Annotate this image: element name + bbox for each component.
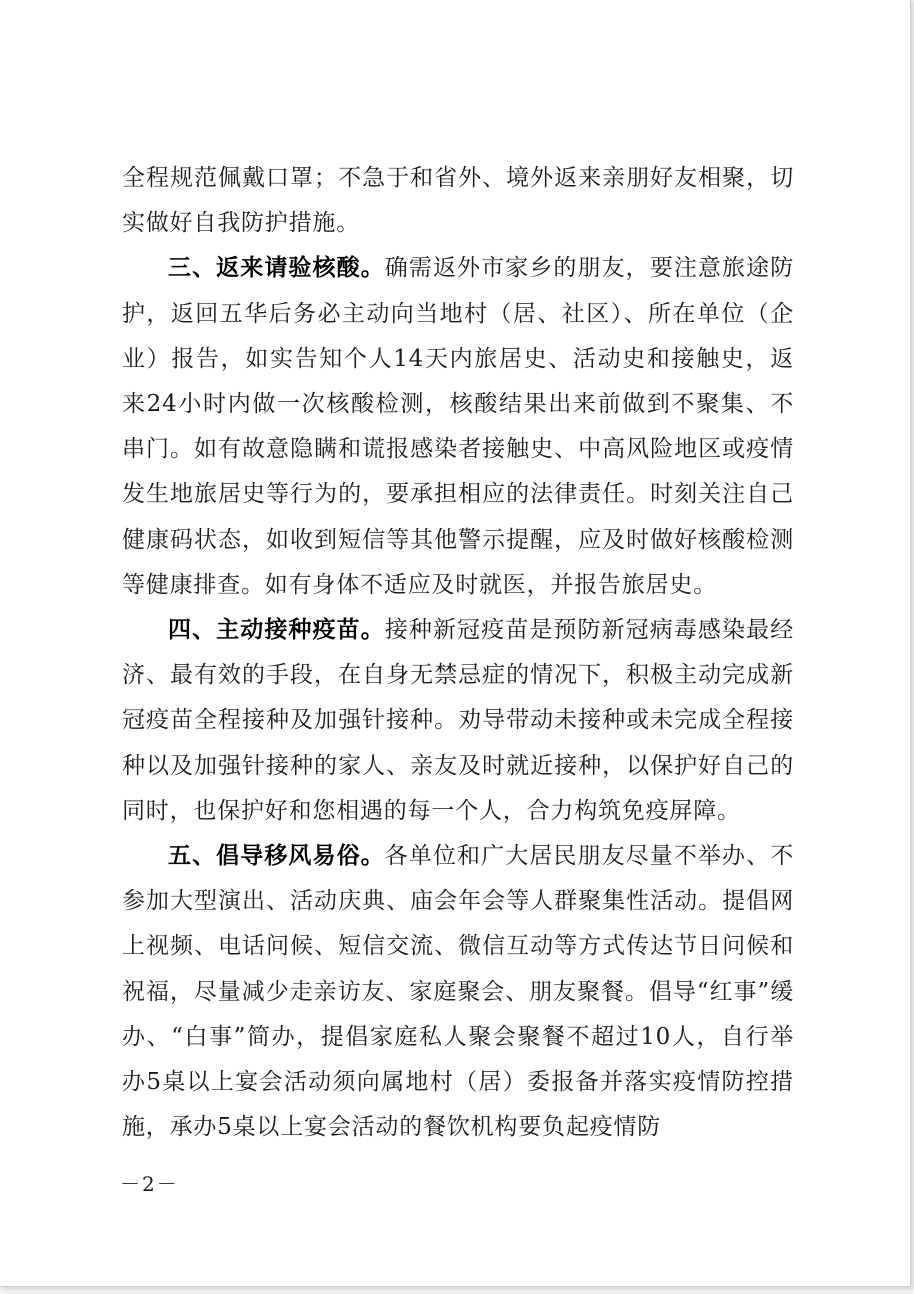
- section-heading: 四、主动接种疫苗。: [168, 617, 385, 644]
- paragraph-text: 确需返外市家乡的朋友，要注意旅途防护，返回五华后务必主动向当地村（居、社区）、所在单位（企业）报告，如实告知个人14天内旅居史、活动史和接触史，返来24小时内做一次核酸检测，核酸结果出来前做到不聚集、不串门。如有故意隐瞒和谎报感染者接触史、中高风险地区或疫情发生地旅居史等行为的，要承担相应的法律责任。时刻关注自己健康码状态，如收到短信等其他警示提醒，应及时做好核酸检测等健康排查。如有身体不适应及时就医，并报告旅居史。: [122, 255, 794, 598]
- paragraph-customs: [122, 834, 794, 1150]
- paragraph-continuation: [122, 156, 794, 246]
- paragraph-text: 接种新冠疫苗是预防新冠病毒感染最经济、最有效的手段，在自身无禁忌症的情况下，积极主动完成新冠疫苗全程接种及加强针接种。劝导带动未接种或未完成全程接种以及加强针接种的家人、亲友及时就近接种，以保护好自己的同时，也保护好和您相遇的每一个人，合力构筑免疫屏障。: [122, 617, 794, 824]
- section-heading: 五、倡导移风易俗。: [168, 843, 385, 870]
- paragraph-vaccination: [122, 608, 794, 834]
- document-body: [122, 156, 794, 1150]
- section-heading: 三、返来请验核酸。: [168, 255, 385, 282]
- paragraph-return-nucleic-test: [122, 246, 794, 608]
- paragraph-text: 各单位和广大居民朋友尽量不举办、不参加大型演出、活动庆典、庙会年会等人群聚集性活动。提倡网上视频、电话问候、短信交流、微信互动等方式传达节日问候和祝福，尽量减少走亲访友、家庭聚会、朋友聚餐。倡导“红事”缓办、“白事”简办，提倡家庭私人聚会聚餐不超过10人，自行举办5桌以上宴会活动须向属地村（居）委报备并落实疫情防控措施，承办5桌以上宴会活动的餐饮机构要负起疫情防: [122, 843, 794, 1141]
- page-number: －2－: [120, 1172, 179, 1196]
- paragraph-text: 全程规范佩戴口罩；不急于和省外、境外返来亲朋好友相聚，切实做好自我防护措施。: [122, 165, 794, 237]
